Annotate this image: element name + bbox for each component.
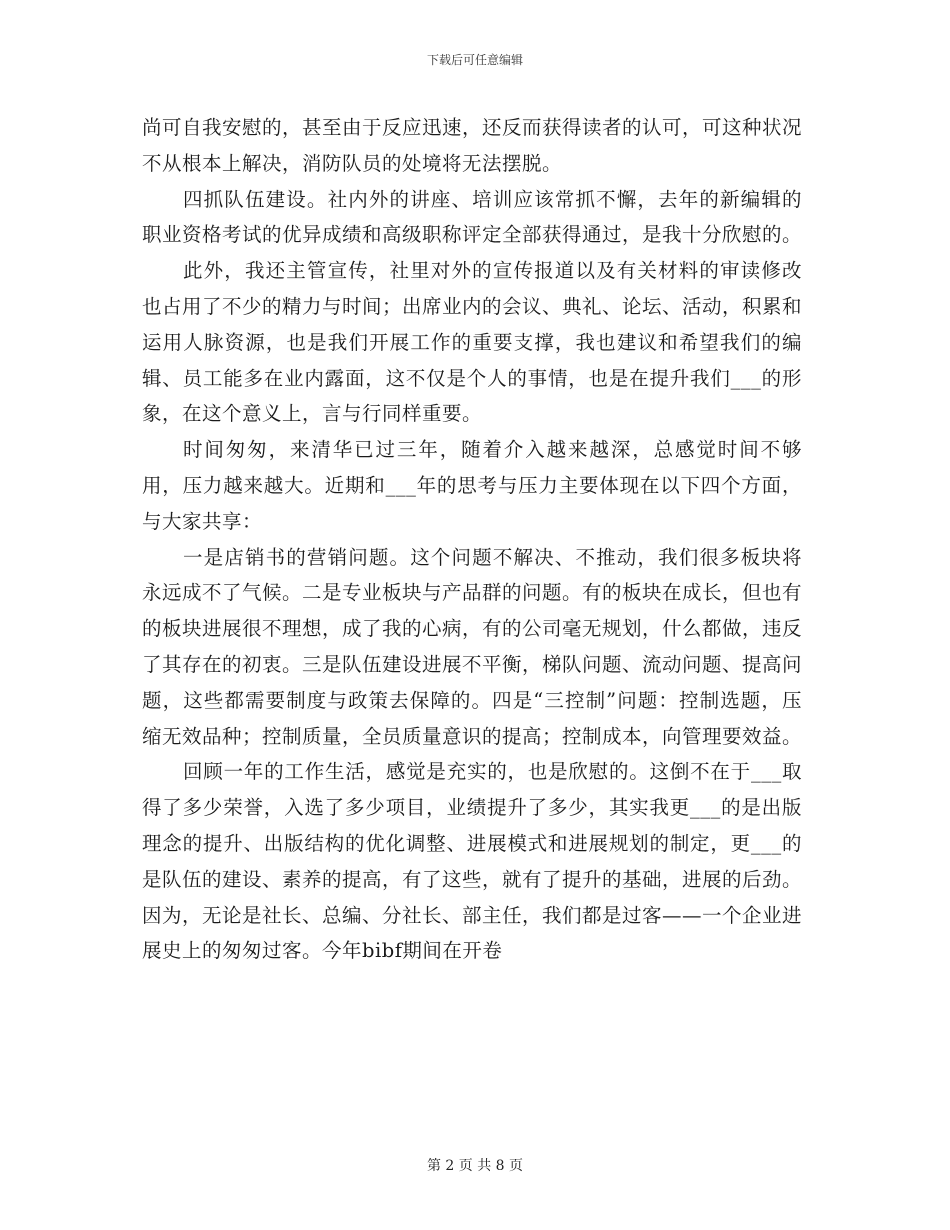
paragraph-four-issues: 一是店销书的营销问题。这个问题不解决、不推动，我们很多板块将永远成不了气候。二是专业板块与产品群的问题。有的板块在成长，但也有的板块进展很不理想，成了我的心病，有的公司毫无规划，什么都做，违反了其存在的初衷。三是队伍建设进展不平衡，梯队问题、流动问题、提高问题，这些都需要制度与政策去保障的。四是“三控制”问题：控制选题，压缩无效品种；控制质量，全员质量意识的提高；控制成本，向管理要效益。 [142, 545, 803, 748]
paragraph-publicity: 此外，我还主管宣传，社里对外的宣传报道以及有关材料的审读修改也占用了不少的精力与时间；出席业内的会议、典礼、论坛、活动，积累和运用人脉资源，也是我们开展工作的重要支撑，我也建议和希望我们的编辑、员工能多在业内露面，这不仅是个人的事情，也是在提升我们___的形象，在这个意义上，言与行同样重要。 [142, 259, 803, 426]
page-number: 第 2 页 共 8 页 [426, 1158, 524, 1174]
paragraph-continuation: 尚可自我安慰的，甚至由于反应迅速，还反而获得读者的认可，可这种状况不从根本上解决，消防队员的处境将无法摆脱。 [142, 116, 803, 175]
document-body [142, 110, 802, 969]
paragraph-review: 回顾一年的工作生活，感觉是充实的，也是欣慰的。这倒不在于___取得了多少荣誉，入选了多少项目，业绩提升了多少，其实我更___的是出版理念的提升、出版结构的优化调整、进展模式和进展规划的制定，更___的是队伍的建设、素养的提高，有了这些，就有了提升的基础，进展的后劲。因为，无论是社长、总编、分社长、部主任，我们都是过客——一个企业进展史上的匆匆过客。今年bibf期间在开卷 [142, 760, 803, 963]
paragraph-three-years: 时间匆匆，来清华已过三年，随着介入越来越深，总感觉时间不够用，压力越来越大。近期和___年的思考与压力主要体现在以下四个方面，与大家共享： [142, 438, 802, 533]
page-header-note: 下载后可任意编辑 [426, 53, 523, 67]
paragraph-team-building: 四抓队伍建设。社内外的讲座、培训应该常抓不懈，去年的新编辑的职业资格考试的优异成绩和高级职称评定全部获得通过，是我十分欣慰的。 [142, 187, 803, 247]
